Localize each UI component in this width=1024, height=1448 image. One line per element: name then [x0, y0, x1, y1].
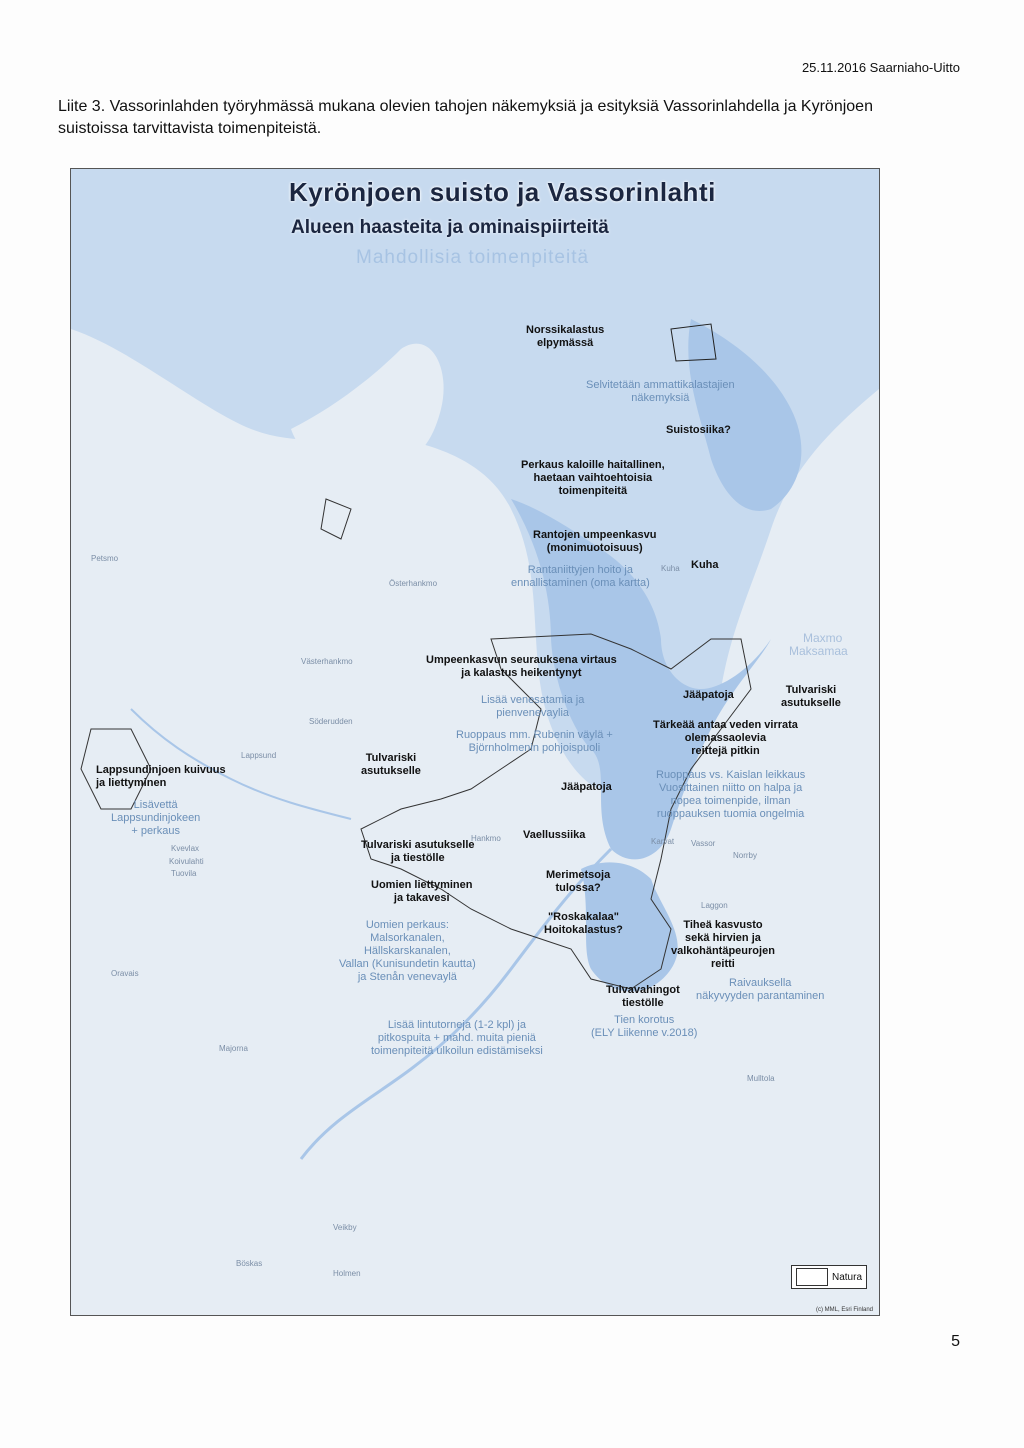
place-label-p4: Västerhankmo: [301, 657, 353, 666]
map-annotation-a12: Tulvariski asutukselle: [781, 684, 841, 709]
map-copyright: (c) MML, Esri Finland: [815, 1307, 873, 1313]
place-label-p19: Norrby: [733, 851, 758, 860]
place-label-p7: Söderudden: [309, 717, 353, 726]
map-legend: [791, 1265, 867, 1289]
map-subtitle: Alueen haasteita ja ominaispiirteitä: [291, 217, 609, 238]
place-label-p9: Kuha: [661, 564, 680, 573]
document-title: Liite 3. Vassorinlahden työryhmässä mukana olevien tahojen näkemyksiä ja esityksiä Vassorinlahdella ja Kyrönjoen suistoissa tarvittavista toimenpiteistä.: [58, 98, 873, 137]
map-annotation-a23: "Roskakalaa" Hoitokalastus?: [544, 911, 623, 936]
map-annotation-a15: Lappsundinjoen kuivuus ja liettyminen: [96, 764, 226, 789]
map-annotation-a16: Lisävettä Lappsundinjokeen + perkaus: [111, 799, 201, 837]
map-annotation-a21: Uomien liettyminen ja takavesi: [371, 879, 473, 904]
natura-small: [321, 499, 351, 539]
place-label-p11: Hankmo: [471, 834, 501, 843]
map-annotation-a9: Lisää venesatamia ja pienvenevaylia: [481, 694, 585, 719]
map-annotation-a3: Suistosiika?: [666, 424, 731, 436]
map-annotation-a7: Kuha: [691, 559, 719, 571]
map-annotation-a14: Ruoppaus vs. Kaislan leikkaus Vuosittainen niitto on halpa ja nopea toimenpide, ilman ruoppauksen tuomia ongelmia: [656, 769, 806, 820]
place-label-p10: Österhankmo: [389, 579, 438, 588]
map-title: Kyrönjoen suisto ja Vassorinlahti: [289, 177, 716, 207]
map-annotation-a11: Jääpatoja: [683, 689, 734, 701]
map-annotation-a19: Vaellussiika: [523, 829, 586, 841]
map-annotation-a8: Umpeenkasvun seurauksena virtaus ja kalastus heikentynyt: [426, 654, 617, 679]
map-annotation-a22: Merimetsoja tulossa?: [546, 869, 611, 894]
place-label-p8: Lappsund: [241, 751, 277, 760]
place-label-p2: Maksamaa: [789, 644, 848, 658]
header-meta: 25.11.2016 Saarniaho-Uitto: [801, 60, 960, 75]
place-label-p21: Karvat: [651, 837, 675, 846]
map-annotation-a4: Perkaus kaloille haitallinen, haetaan vaihtoehtoisia toimenpiteitä: [521, 459, 665, 497]
place-label-p3: Vassor: [691, 839, 716, 848]
place-label-p13: Majorna: [219, 1044, 248, 1053]
map-annotation-a25: Tiheä kasvusto sekä hirvien ja valkohäntäpeurojen reitti: [671, 919, 775, 970]
map-subtitle-2: Mahdollisia toimenpiteitä: [356, 247, 590, 268]
map-annotation-a27: Raivauksella näkyvyyden parantaminen: [696, 977, 825, 1002]
map-annotation-a24: Uomien perkaus: Malsorkanalen, Hällskarskanalen, Vallan (Kunisundetin kautta) ja Stenån venevaylä: [339, 919, 476, 983]
map-annotation-a26: Tulvavahingot tiestölle: [606, 984, 680, 1009]
natura-swatch: [796, 1268, 828, 1286]
map-annotation-a6: Rantaniittyjen hoito ja ennallistaminen (oma kartta): [511, 564, 650, 589]
place-label-p18: Tuovila: [171, 869, 197, 878]
map-annotation-a20: Tulvariski asutukselle ja tiestölle: [361, 839, 475, 864]
map-annotation-a13: Tärkeää antaa veden virrata olemassaolevia reittejä pitkin: [653, 719, 798, 757]
place-label-p17: Petsmo: [91, 554, 119, 563]
legend-label: Natura: [831, 1271, 862, 1283]
place-label-p16: Böskas: [236, 1259, 263, 1268]
place-label-p5: Kvevlax: [171, 844, 200, 853]
place-label-p15: Holmen: [333, 1269, 361, 1278]
place-label-p1: Maxmo: [803, 631, 843, 645]
map-annotation-a10: Ruoppaus mm. Rubenin väylä + Björnholmenin pohjoispuoli: [456, 729, 613, 754]
map-annotation-a2: Selvitetään ammattikalastajien näkemyksiä: [586, 379, 735, 404]
map-annotation-a17: Tulvariski asutukselle: [361, 752, 421, 777]
page-number: 5: [951, 1333, 960, 1350]
map-canvas: [70, 168, 880, 1316]
place-label-p6: Koivulahti: [169, 857, 204, 866]
map-annotation-a29: Tien korotus (ELY Liikenne v.2018): [591, 1014, 698, 1039]
place-label-p12: Mulltola: [747, 1074, 775, 1083]
map-annotation-a5: Rantojen umpeenkasvu (monimuotoisuus): [533, 529, 657, 554]
place-label-p14: Veikby: [333, 1223, 357, 1232]
place-label-p20: Laggon: [701, 901, 728, 910]
map-annotation-a28: Lisää lintutorneja (1-2 kpl) ja pitkospuita + mahd. muita pieniä toimenpiteitä ulkoilun edistämiseksi: [371, 1019, 543, 1057]
map-annotation-a18: Jääpatoja: [561, 781, 612, 793]
map-annotation-a1: Norssikalastus elpymässä: [526, 324, 605, 349]
place-label-p22: Oravais: [111, 969, 139, 978]
